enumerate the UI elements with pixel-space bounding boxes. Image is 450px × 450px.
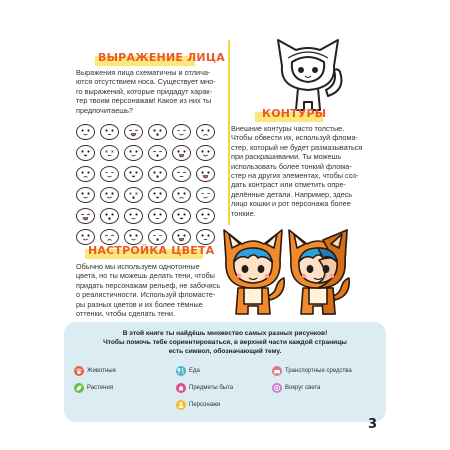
contours-text-line: использовать более тонкий флома- bbox=[231, 161, 352, 171]
contours-text-line: лицо кошки и рот персонажа более bbox=[231, 199, 351, 209]
face-expression-doodle bbox=[100, 229, 119, 245]
face-expression-doodle bbox=[100, 208, 119, 224]
color-text-line: Обычно мы используем однотонные bbox=[76, 262, 200, 271]
face-expression-doodle bbox=[148, 124, 167, 140]
theme-info-box bbox=[64, 322, 386, 422]
legend-animals bbox=[74, 366, 116, 376]
face-title: ВЫРАЖЕНИЕ ЛИЦА bbox=[98, 51, 225, 64]
face-expression-doodle bbox=[172, 229, 191, 245]
food-icon bbox=[176, 366, 186, 376]
leaf-icon bbox=[74, 383, 84, 393]
car-icon bbox=[272, 366, 282, 376]
color-text-line: цвета, но ты можешь делать тени, чтобы bbox=[76, 271, 215, 281]
legend-plants bbox=[74, 383, 113, 393]
contours-text-line: стер, который не будет размазываться bbox=[231, 142, 363, 152]
face-expression-doodle bbox=[148, 145, 167, 161]
legend-label: Транспортные средства bbox=[285, 368, 352, 374]
legend-household bbox=[176, 383, 233, 393]
face-expression-doodle bbox=[148, 187, 167, 203]
contours-text-line: Чтобы обвести их, используй флома- bbox=[231, 133, 358, 143]
face-expression-doodle bbox=[76, 145, 95, 161]
legend-label: Персонажи bbox=[189, 402, 221, 408]
face-expression-doodle bbox=[172, 187, 191, 203]
legend-label: Растения bbox=[87, 385, 114, 391]
face-expression-doodle bbox=[148, 229, 167, 245]
color-text-line: придать персонажам рельеф, не забочясь bbox=[76, 280, 221, 290]
legend-label: Животные bbox=[87, 368, 116, 374]
contours-text-line: при раскрашивании. Ты можешь bbox=[231, 152, 342, 162]
face-expression-doodle bbox=[196, 166, 215, 182]
face-expression-doodle bbox=[124, 187, 143, 203]
legend-label: Еда bbox=[189, 368, 200, 374]
contours-text-line: Внешние контуры часто толстые. bbox=[231, 124, 345, 133]
face-expression-doodle bbox=[124, 145, 143, 161]
legend-transport bbox=[272, 366, 352, 376]
color-text-line: ры разных цветов и их более тёмные bbox=[76, 299, 203, 309]
face-expression-doodle bbox=[100, 124, 119, 140]
home-icon bbox=[176, 383, 186, 393]
face-expression-doodle bbox=[196, 145, 215, 161]
face-expression-doodle bbox=[76, 229, 95, 245]
legend-food bbox=[176, 366, 200, 376]
legend-label: Вокруг света bbox=[285, 385, 321, 391]
person-icon bbox=[176, 400, 186, 410]
face-expression-doodle bbox=[172, 166, 191, 182]
face-expression-doodle bbox=[196, 187, 215, 203]
legend-characters bbox=[176, 400, 220, 410]
face-expression-doodle bbox=[196, 229, 215, 245]
contours-text-line: тонкие. bbox=[231, 208, 256, 218]
contours-text-line: делённые детали. Например, здесь bbox=[231, 189, 353, 199]
face-text-line: тер твоим персонажам! Какое из них ты bbox=[76, 96, 212, 106]
face-expression-doodle bbox=[196, 208, 215, 224]
face-text-line: ются отсутствием носа. Существует мно- bbox=[76, 77, 216, 87]
face-expression-doodle bbox=[196, 124, 215, 140]
theme-info-line: В этой книге ты найдёшь множество самых разных рисунков! bbox=[122, 330, 328, 337]
theme-info-line: Чтобы помочь тебе сориентироваться, в верхней части каждой страницы bbox=[103, 339, 347, 346]
face-expression-doodle bbox=[124, 208, 143, 224]
contours-text-line: дать контраст или отметить опре- bbox=[231, 180, 346, 190]
color-title: НАСТРОЙКА ЦВЕТА bbox=[88, 244, 215, 257]
face-expression-doodle bbox=[124, 229, 143, 245]
face-expression-doodle bbox=[76, 166, 95, 182]
color-text-line: о реалистичности. Используй фломасте- bbox=[76, 290, 216, 300]
face-text-line: предпочитаешь? bbox=[76, 105, 133, 115]
face-expression-doodle bbox=[124, 166, 143, 182]
face-text-line: го выражений, которые придадут харак- bbox=[76, 86, 212, 96]
face-expression-doodle bbox=[172, 208, 191, 224]
face-expression-doodle bbox=[172, 145, 191, 161]
color-text bbox=[76, 262, 221, 318]
contours-text-line: стер на других элементах, чтобы соз- bbox=[231, 171, 359, 181]
face-expression-doodle bbox=[76, 208, 95, 224]
face-expression-doodle bbox=[148, 208, 167, 224]
face-expression-doodle bbox=[100, 166, 119, 182]
fox-character-shaded bbox=[283, 226, 353, 322]
theme-info-line: есть символ, обозначающий тему. bbox=[168, 348, 282, 355]
face-expression-doodle bbox=[124, 124, 143, 140]
face-expression-doodle bbox=[100, 145, 119, 161]
contours-title: КОНТУРЫ bbox=[262, 107, 327, 120]
globe-icon bbox=[272, 383, 282, 393]
contours-text bbox=[231, 124, 381, 218]
face-expression-doodle bbox=[100, 187, 119, 203]
face-text-line: Выражения лица схематичны и отлича- bbox=[76, 68, 211, 77]
face-expressions-grid bbox=[76, 124, 216, 245]
legend-label: Предметы быта bbox=[189, 385, 234, 391]
theme-info-text bbox=[64, 329, 386, 356]
legend-world bbox=[272, 383, 320, 393]
cat-character-drawing bbox=[268, 36, 348, 118]
face-text bbox=[76, 68, 221, 115]
face-expression-doodle bbox=[148, 166, 167, 182]
yellow-divider bbox=[228, 40, 230, 225]
fox-character-flat bbox=[218, 226, 288, 322]
face-expression-doodle bbox=[76, 187, 95, 203]
paw-icon bbox=[74, 366, 84, 376]
page-number: 3 bbox=[368, 417, 378, 432]
face-expression-doodle bbox=[172, 124, 191, 140]
face-expression-doodle bbox=[76, 124, 95, 140]
color-text-line: оттенки, чтобы сделать тени. bbox=[76, 309, 175, 319]
